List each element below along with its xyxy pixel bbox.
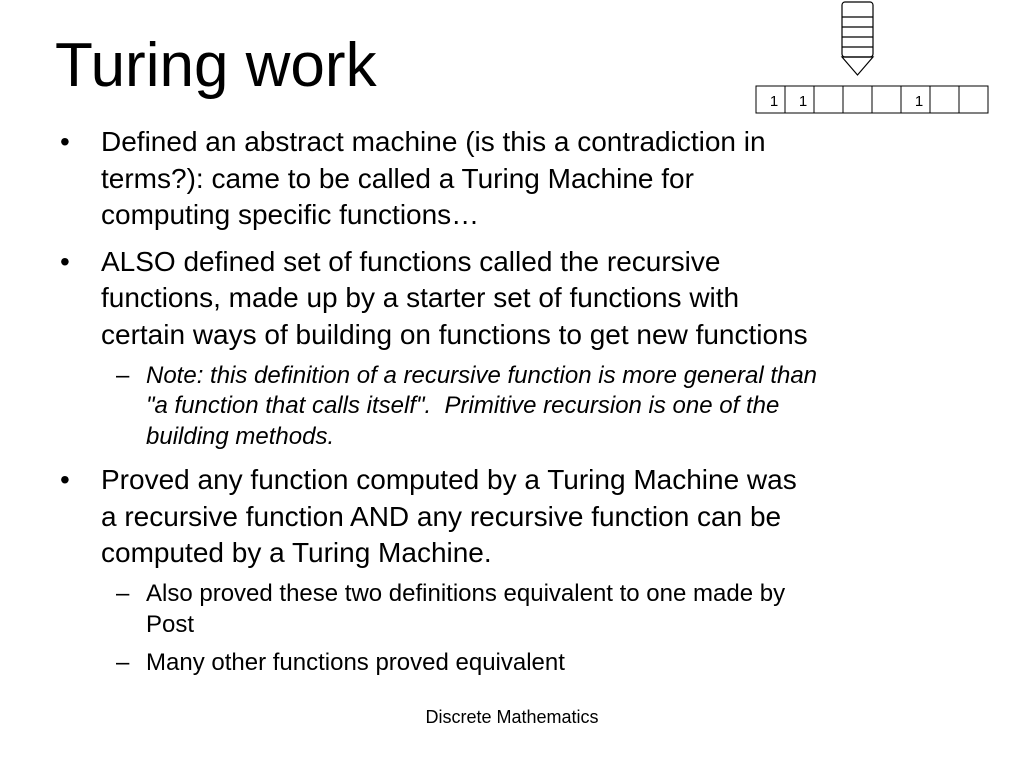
sub-bullet-text bbox=[60, 579, 980, 640]
bullet-marker: • bbox=[60, 126, 70, 157]
dash-marker: – bbox=[116, 648, 130, 676]
bullet-line: a recursive function AND any recursive function can be bbox=[101, 500, 782, 532]
sub-bullet-line: building methods. bbox=[146, 422, 335, 450]
sub-bullet-line: Also proved these two definitions equivalent to one made by bbox=[146, 580, 786, 607]
bullet-line: ALSO defined set of functions called the recursive bbox=[101, 245, 721, 277]
bullet-line: Proved any function computed by a Turing Machine was bbox=[101, 464, 797, 495]
bullet-line: functions, made up by a starter set of functions with bbox=[101, 282, 740, 313]
sub-bullet-item bbox=[60, 361, 980, 453]
bullet-item bbox=[60, 462, 980, 678]
sub-bullet-line: Post bbox=[146, 610, 195, 638]
sub-bullet-text bbox=[60, 361, 980, 453]
dash-marker: – bbox=[116, 361, 130, 389]
sub-bullet-text bbox=[60, 648, 980, 679]
sub-bullet-item bbox=[60, 648, 980, 679]
bullet-text bbox=[60, 462, 980, 572]
tape-symbol: 1 bbox=[769, 93, 779, 110]
tape bbox=[756, 86, 988, 113]
sub-bullet-item bbox=[60, 579, 980, 640]
bullet-line: computing specific functions… bbox=[101, 199, 480, 230]
tape-symbol: 1 bbox=[914, 93, 924, 110]
tape-cell bbox=[843, 86, 872, 113]
slide-title: Turing work bbox=[55, 31, 377, 100]
bullet-line: certain ways of building on functions to get new functions bbox=[101, 318, 808, 350]
tape-cell bbox=[814, 86, 843, 113]
bullet-marker: • bbox=[60, 245, 70, 277]
turing-machine-figure bbox=[750, 0, 995, 118]
bullet-line: Defined an abstract machine (is this a contradiction in bbox=[101, 126, 766, 157]
bullet-line: terms?): came to be called a Turing Machine for bbox=[101, 162, 694, 194]
dash-marker: – bbox=[116, 580, 130, 607]
sub-bullet-line: "a function that calls itself". Primitive recursion is one of the bbox=[146, 392, 780, 419]
sub-bullet-line: Note: this definition of a recursive function is more general than bbox=[146, 361, 818, 389]
tape-cell bbox=[930, 86, 959, 113]
tape-symbol: 1 bbox=[798, 93, 808, 110]
turing-head-icon bbox=[842, 2, 873, 75]
bullet-item bbox=[60, 124, 980, 234]
bullet-list bbox=[60, 124, 980, 678]
bullet-marker: • bbox=[60, 464, 70, 495]
bullet-line: computed by a Turing Machine. bbox=[101, 537, 492, 568]
tape-cell bbox=[959, 86, 988, 113]
sub-bullet-line: Many other functions proved equivalent bbox=[146, 648, 565, 676]
tape-cell bbox=[872, 86, 901, 113]
slide-footer: Discrete Mathematics bbox=[425, 707, 599, 727]
bullet-item bbox=[60, 244, 980, 453]
bullet-text bbox=[60, 244, 980, 354]
bullet-text bbox=[60, 124, 980, 234]
